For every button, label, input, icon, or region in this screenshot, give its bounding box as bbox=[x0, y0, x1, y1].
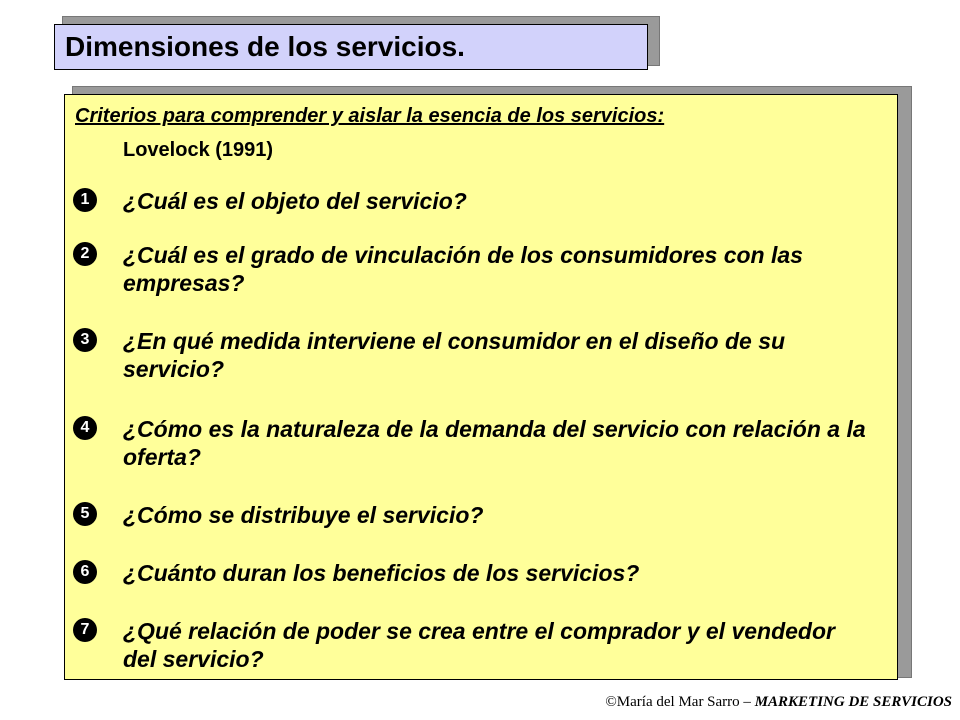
footer-copyright: ©María del Mar Sarro – bbox=[605, 694, 755, 710]
number-2-icon: 2 bbox=[73, 242, 97, 266]
list-item-2 bbox=[73, 241, 873, 297]
list-item-4 bbox=[73, 415, 873, 471]
content-box bbox=[64, 94, 898, 680]
author-reference: Lovelock (1991) bbox=[123, 139, 274, 161]
number-7-icon: 7 bbox=[73, 618, 97, 642]
question-text: ¿Cómo se distribuye el servicio? bbox=[123, 502, 484, 528]
criteria-heading: Criterios para comprender y aislar la esencia de los servicios: bbox=[75, 105, 665, 127]
number-4-icon: 4 bbox=[73, 416, 97, 440]
number-5-icon: 5 bbox=[73, 502, 97, 526]
list-item-5 bbox=[73, 501, 873, 529]
list-item-3 bbox=[73, 327, 873, 383]
question-text: ¿Qué relación de poder se crea entre el comprador y el vendedor del servicio? bbox=[123, 618, 835, 672]
question-text: ¿Cuál es el objeto del servicio? bbox=[123, 188, 467, 214]
footer-brand: MARKETING DE SERVICIOS bbox=[754, 694, 952, 710]
list-item-7 bbox=[73, 617, 873, 673]
footer-credit bbox=[605, 694, 952, 711]
question-text: ¿En qué medida interviene el consumidor en el diseño de su servicio? bbox=[123, 328, 786, 382]
list-item-1 bbox=[73, 187, 873, 215]
page-title: Dimensiones de los servicios. bbox=[65, 31, 465, 62]
question-text: ¿Cómo es la naturaleza de la demanda del servicio con relación a la oferta? bbox=[123, 416, 866, 470]
number-1-icon: 1 bbox=[73, 188, 97, 212]
list-item-6 bbox=[73, 559, 873, 587]
question-text: ¿Cuánto duran los beneficios de los servicios? bbox=[123, 560, 640, 586]
number-3-icon: 3 bbox=[73, 328, 97, 352]
question-text: ¿Cuál es el grado de vinculación de los consumidores con las empresas? bbox=[123, 242, 803, 296]
number-6-icon: 6 bbox=[73, 560, 97, 584]
title-box bbox=[54, 24, 648, 70]
